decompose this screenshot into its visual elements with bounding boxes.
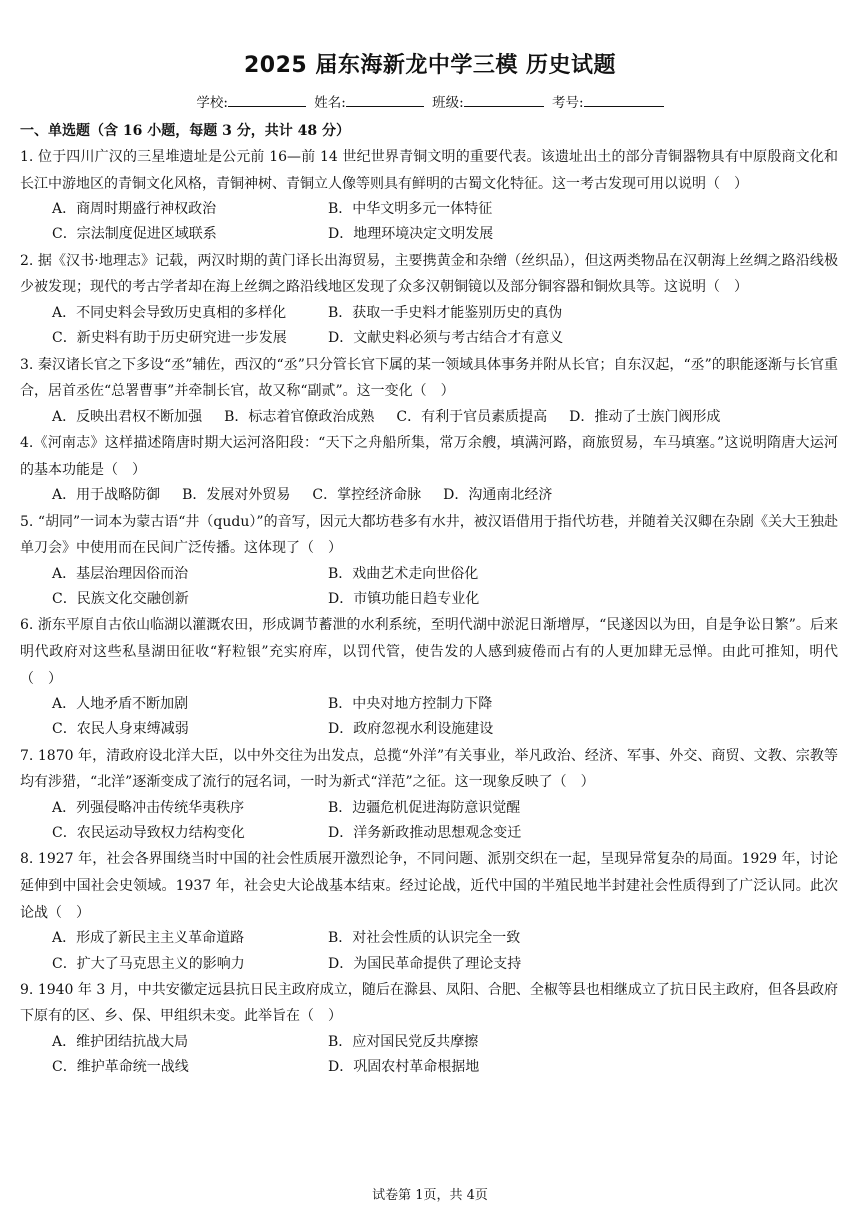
page-footer: 试卷第 1页，共 4页 <box>372 1188 488 1203</box>
answer-option[interactable]: D．文献史料必须与考古结合才有意义 <box>328 330 564 347</box>
question-list <box>20 144 838 1081</box>
answer-option[interactable]: C．扩大了马克思主义的影响力 <box>52 955 245 972</box>
exam-number-blank[interactable] <box>584 94 664 107</box>
question-stem: 4.《河南志》这样描述隋唐时期大运河洛阳段：“天下之舟船所集，常万余艘，填满河路，商旅贸易，车马填塞。”这说明隋唐大运河的基本功能是（ ） <box>20 435 838 478</box>
answer-option[interactable]: A．用于战略防御 <box>52 487 161 504</box>
school-blank[interactable] <box>228 94 306 107</box>
option-row <box>52 587 838 612</box>
option-row <box>52 717 838 742</box>
option-row <box>52 926 838 951</box>
answer-option[interactable]: A．形成了新民主主义革命道路 <box>52 930 245 947</box>
answer-option[interactable]: D．洋务新政推动思想观念变迁 <box>328 825 522 842</box>
option-row <box>52 197 838 222</box>
option-row <box>52 796 838 821</box>
answer-options <box>20 796 838 847</box>
exam-title: 2025 届东海新龙中学三模 历史试题 <box>243 53 617 78</box>
question-block <box>20 430 838 508</box>
answer-option[interactable]: A．人地矛盾不断加剧 <box>52 696 189 713</box>
answer-option[interactable]: A．列强侵略冲击传统华夷秩序 <box>52 799 245 816</box>
question-block <box>20 846 838 976</box>
answer-option[interactable]: B．标志着官僚政治成熟 <box>224 408 375 425</box>
answer-option[interactable]: C．掌控经济命脉 <box>312 487 422 504</box>
class-label: 班级: <box>432 95 464 111</box>
answer-option[interactable]: B．对社会性质的认识完全一致 <box>328 930 521 947</box>
question-block <box>20 743 838 847</box>
option-row <box>52 562 838 587</box>
section-title: 一、单选题（含 16 小题，每题 3 分，共计 48 分） <box>20 123 350 139</box>
school-label: 学校: <box>196 95 228 111</box>
option-row <box>52 222 838 247</box>
answer-options <box>20 692 838 743</box>
answer-option[interactable]: C．农民运动导致权力结构变化 <box>52 825 245 842</box>
question-block <box>20 509 838 613</box>
answer-option[interactable]: D．推动了士族门阀形成 <box>569 408 721 425</box>
question-stem: 6. 浙东平原自古依山临湖以灌溉农田，形成调节蓄泄的水利系统，至明代湖中淤泥日渐增厚，“民遂因以为田，自是争讼日繁”。后来明代政府对这些私垦湖田征收“籽粒银”充实府库，以罚代管，使告发的人感到疲倦而占有的人更加肆无忌惮。由此可推知，明代（ ） <box>20 617 838 687</box>
question-stem: 8. 1927 年，社会各界围绕当时中国的社会性质展开激烈论争，不同问题、派别交织在一起，呈现异常复杂的局面。1929 年，讨论延伸到中国社会史领域。1937 年，社会史大论战基本结束。经过论战，近代中国的半殖民地半封建社会性质得到了广泛认同。此次论战（ ） <box>20 851 838 921</box>
option-row <box>52 821 838 846</box>
question-block <box>20 977 838 1081</box>
option-row <box>52 692 838 717</box>
answer-options <box>20 483 838 508</box>
answer-option[interactable]: D．政府忽视水利设施建设 <box>328 721 494 738</box>
question-stem: 5. “胡同”一词本为蒙古语“井（qudu）”的音写，因元大都坊巷多有水井，被汉语借用于指代坊巷，并随着关汉卿在杂剧《关大王独赴单刀会》中使用而在民间广泛传播。这体现了（ ） <box>20 513 838 557</box>
answer-option[interactable]: B．获取一手史料才能鉴别历史的真伪 <box>328 304 563 321</box>
answer-option[interactable]: A．维护团结抗战大局 <box>52 1034 189 1051</box>
answer-option[interactable]: B．应对国民党反共摩擦 <box>328 1034 479 1051</box>
answer-option[interactable]: C．民族文化交融创新 <box>52 591 189 608</box>
question-block <box>20 248 838 352</box>
answer-option[interactable]: A．不同史料会导致历史真相的多样化 <box>52 304 287 321</box>
answer-option[interactable]: B．中央对地方控制力下降 <box>328 696 493 713</box>
answer-options <box>20 562 838 613</box>
option-row <box>52 301 838 326</box>
class-blank[interactable] <box>464 94 544 107</box>
answer-option[interactable]: D．巩固农村革命根据地 <box>328 1059 480 1076</box>
question-block <box>20 612 838 742</box>
name-label: 姓名: <box>314 95 346 111</box>
answer-options <box>20 926 838 977</box>
answer-option[interactable]: B．戏曲艺术走向世俗化 <box>328 565 479 582</box>
option-row <box>52 1055 838 1080</box>
option-row <box>52 483 838 508</box>
answer-option[interactable]: A．商周时期盛行神权政治 <box>52 201 217 218</box>
question-stem: 9. 1940 年 3 月，中共安徽定远县抗日民主政府成立，随后在滁县、凤阳、合肥、全椒等县也相继成立了抗日民主政府，但各县政府下原有的区、乡、保、甲组织未变。此举旨在（ ） <box>20 981 838 1025</box>
answer-options <box>20 1030 838 1081</box>
question-stem: 3. 秦汉诸长官之下多设“丞”辅佐，西汉的“丞”只分管长官下属的某一领域具体事务并附从长官；自东汉起，“丞”的职能逐渐与长官重合，居首丞佐“总署曹事”并牵制长官，故又称“副贰”。这一变化（ ） <box>20 356 838 400</box>
question-stem: 2. 据《汉书·地理志》记载，两汉时期的黄门译长出海贸易，主要携黄金和杂缯（丝织品），但这两类物品在汉朝海上丝绸之路沿线极少被发现；现代的考古学者却在海上丝绸之路沿线地区发现了众多汉朝铜镜以及部分铜容器和铜炊具等。这说明（ ） <box>20 252 838 296</box>
option-row <box>52 405 838 430</box>
answer-option[interactable]: A．反映出君权不断加强 <box>52 408 203 425</box>
class-field[interactable] <box>432 91 544 111</box>
option-row <box>52 1030 838 1055</box>
exam-number-field[interactable] <box>552 91 664 111</box>
answer-options <box>20 197 838 248</box>
answer-option[interactable]: B．发展对外贸易 <box>182 487 291 504</box>
answer-options <box>20 301 838 352</box>
answer-option[interactable]: D．为国民革命提供了理论支持 <box>328 955 522 972</box>
student-info-row <box>0 91 860 111</box>
option-row <box>52 326 838 351</box>
answer-option[interactable]: D．地理环境决定文明发展 <box>328 226 494 243</box>
question-stem: 7. 1870 年，清政府设北洋大臣，以中外交往为出发点，总揽“外洋”有关事业，举凡政治、经济、军事、外交、商贸、文教、宗教等均有涉猎，“北洋”逐渐变成了流行的冠名词，一时为新式“洋范”之征。这一现象反映了（ ） <box>20 747 838 791</box>
answer-option[interactable]: C．宗法制度促进区域联系 <box>52 226 217 243</box>
answer-option[interactable]: C．新史料有助于历史研究进一步发展 <box>52 330 287 347</box>
answer-option[interactable]: B．边疆危机促进海防意识觉醒 <box>328 799 521 816</box>
answer-option[interactable]: D．沟通南北经济 <box>443 487 553 504</box>
question-stem: 1. 位于四川广汉的三星堆遗址是公元前 16—前 14 世纪世界青铜文明的重要代表。该遗址出土的部分青铜器物具有中原殷商文化和长江中游地区的青铜文化风格，青铜神树、青铜立人像等则具有鲜明的古蜀文化特征。这一考古发现可用以说明（ ） <box>20 149 838 192</box>
answer-option[interactable]: C．有利于官员素质提高 <box>396 408 548 425</box>
answer-option[interactable]: B．中华文明多元一体特征 <box>328 201 493 218</box>
name-blank[interactable] <box>346 94 424 107</box>
answer-option[interactable]: C．农民人身束缚减弱 <box>52 721 189 738</box>
answer-option[interactable]: C．维护革命统一战线 <box>52 1059 189 1076</box>
question-block <box>20 144 838 248</box>
school-field[interactable] <box>196 91 306 111</box>
answer-option[interactable]: A．基层治理因俗而治 <box>52 565 189 582</box>
question-block <box>20 352 838 430</box>
answer-option[interactable]: D．市镇功能日趋专业化 <box>328 591 480 608</box>
name-field[interactable] <box>314 91 424 111</box>
exam-number-label: 考号: <box>552 95 584 111</box>
option-row <box>52 952 838 977</box>
answer-options <box>20 405 838 430</box>
